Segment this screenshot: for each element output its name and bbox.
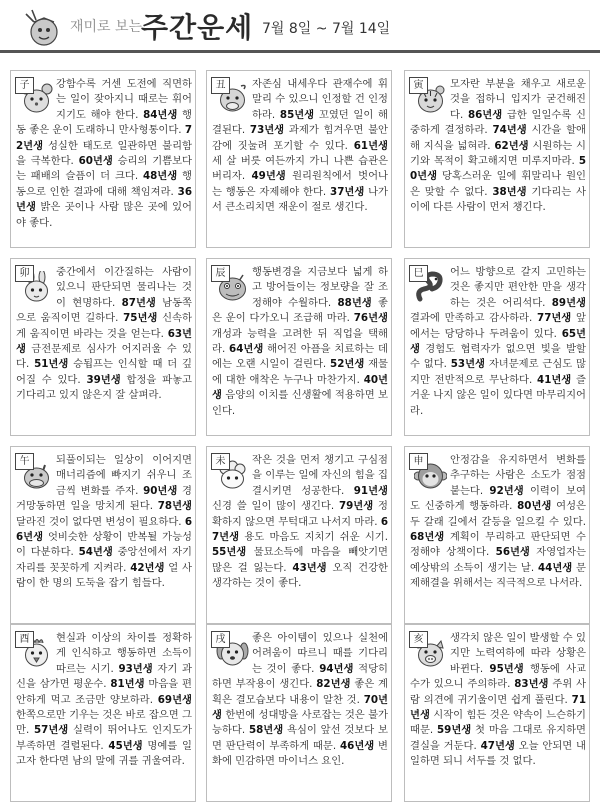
birth-year: 86년생 (467, 108, 503, 121)
birth-year: 93년생 (118, 662, 153, 675)
birth-year: 81년생 (110, 678, 145, 691)
fortune-segment: 오늘 안되면 내일하면 되니 서두를 것 없다. (410, 739, 587, 768)
fortune-segment: 첫 마음 그대로 유지하면 결실을 거둔다. (410, 724, 586, 752)
fortune-segment: 적당히 하면 부작용이 생긴다. (212, 662, 388, 691)
fortune-segment: 성실한 태도로 일관하면 불리함을 극복한다. (16, 139, 192, 168)
fortune-segment: 되풀이되는 일상이 이어지면 매너리즘에 빠지기 쉬우니 조금씩 변화를 주자. (56, 454, 192, 497)
fortune-segment: 작은 것을 먼저 챙기고 구심점을 이루는 일에 자신의 힘을 집결시키면 성공한다. (252, 454, 388, 497)
birth-year: 55년생 (212, 546, 247, 559)
fortune-segment: 과제가 힘겨우면 불안감에 짓눌려 포기할 수 있다. (212, 124, 389, 152)
fortune-segment: 나가서 큰소리치면 재운이 절로 생긴다. (212, 185, 388, 214)
zodiac-badge: 寅 (409, 77, 428, 94)
birth-year: 71년생 (410, 693, 586, 722)
zodiac-badge: 午 (15, 453, 34, 470)
fortune-segment: 변화에 민감하면 마이너스 요인. (212, 739, 388, 768)
fortune-segment: 밝은 곳이나 사람 많은 곳에 있어야 좋다. (16, 201, 192, 229)
zodiac-badge: 辰 (211, 265, 230, 282)
fortune-segment: 달라진 것이 없다면 변성이 필요하다. (16, 515, 185, 528)
fortune-segment: 꼬였던 일이 해결된다. (212, 108, 388, 137)
zodiac-badge: 未 (211, 453, 230, 470)
fortune-segment: 경거망동하면 일을 망치게 된다. (16, 484, 192, 513)
header-label: 재미로 보는 (70, 19, 143, 35)
fortune-segment: 여성은 두 갈래 길에서 갈등을 일으킬 수 있다. (410, 500, 586, 528)
date-range: 7월 8일 ~ 7월 14일 (262, 21, 391, 37)
birth-year: 67년생 (212, 515, 389, 544)
fortune-segment: 행동변경을 지금보다 넓게 하고 방어들이는 정보량을 잘 조정해야 수월하다. (252, 266, 388, 309)
fortune-segment: 급한 일일수록 신중하게 결정하라. (410, 108, 586, 137)
birth-year: 74년생 (492, 124, 527, 137)
birth-year: 79년생 (338, 500, 374, 513)
fortune-segment: 실력이 뛰어나도 인지도가 부족하면 결렬된다. (16, 724, 193, 752)
birth-year: 65년생 (410, 327, 586, 356)
fortune-segment: 해어진 아픔을 치료하는 데에는 오랜 시일이 걸린다. (212, 343, 388, 371)
birth-year: 88년생 (337, 296, 372, 309)
fortune-segment: 물묘소득에 마음을 빼앗기면 많은 걸 잃는다. (212, 546, 388, 574)
birth-year: 80년생 (517, 500, 552, 513)
birth-year: 66년생 (16, 515, 193, 544)
horoscope-card-rabbit (10, 258, 196, 436)
fortune-segment: 좋은 아이템이 있으나 실천에 어려움이 따르니 때를 기다리는 것이 좋다. (252, 632, 388, 675)
fortune-segment: 기다리는 사이에 다른 사람이 먼저 챙긴다. (410, 185, 587, 214)
birth-year: 57년생 (34, 724, 69, 737)
fortune-segment: 좋은 운이 다가오니 조급해 마라. (212, 296, 388, 325)
fortune-segment: 경험도 협력자가 없으면 빛을 발할 수 없다. (410, 343, 586, 371)
birth-year: 78년생 (157, 500, 192, 513)
fortune-segment: 신경 쓸 일이 많이 생긴다. (212, 500, 339, 513)
zodiac-badge: 卯 (15, 265, 34, 282)
birth-year: 77년생 (537, 312, 572, 325)
fortune-text (410, 631, 586, 770)
horoscope-card-dragon (206, 258, 392, 436)
zodiac-badge: 戌 (211, 631, 230, 648)
fortune-segment: 자기 과신을 삼가면 평운수. (16, 662, 192, 691)
birth-year: 45년생 (108, 739, 143, 752)
fortune-text (16, 453, 192, 592)
fortune-segment: 좋은 계획은 결모습보다 내용이 알찬 것. (212, 678, 388, 706)
fortune-segment: 세 살 버릇 여든까지 가니 나쁜 습관은 버리자. (212, 155, 388, 183)
fortune-segment: 당혹스러운 일에 휘말리나 원인은 맞할 수 없다. (410, 170, 586, 198)
fortune-text (410, 265, 586, 419)
fortune-segment: 정확하지 않으면 무턱대고 나서지 마라. (212, 500, 388, 528)
birth-year: 51년생 (34, 358, 69, 371)
birth-year: 42년생 (130, 561, 165, 574)
zodiac-badge: 巳 (409, 265, 428, 282)
fortune-segment: 모자란 부분을 채우고 새로운 것을 접하니 입지가 굳건해진다. (450, 78, 586, 121)
birth-year: 58년생 (248, 724, 284, 737)
fortune-segment: 명예를 일고자 한다면 남의 말에 귀를 귀울여라. (16, 739, 192, 768)
fortune-segment: 한쪽으로만 기우는 것은 바로 잡으면 그만. (16, 709, 192, 737)
birth-year: 59년생 (437, 724, 472, 737)
birth-year: 53년생 (450, 358, 485, 371)
fortune-segment: 음양의 이치를 신생활에 적용하면 보인다. (212, 389, 388, 417)
birth-year: 40년생 (212, 373, 388, 402)
fortune-segment: 엇비슷한 상황이 반복될 가능성이 다분하다. (16, 531, 192, 559)
fortune-segment: 결과에 만족하고 감사하라. (410, 312, 538, 325)
birth-year: 36년생 (16, 185, 192, 214)
fortune-text (16, 631, 192, 770)
birth-year: 60년생 (78, 155, 113, 168)
horoscope-card-sheep (206, 446, 392, 624)
fortune-segment: 안정감을 유지하면서 변화를 추구하는 사람은 소도가 점점 붙는다. (450, 454, 586, 497)
page-title: 주간운세 (141, 11, 254, 44)
horoscope-card-horse (10, 446, 196, 624)
fortune-segment: 시작이 힘든 것은 약속이 느슨하기 때문. (410, 709, 586, 737)
birth-year: 56년생 (495, 546, 530, 559)
birth-year: 85년생 (279, 108, 315, 121)
birth-year: 44년생 (537, 561, 573, 574)
birth-year: 70년생 (212, 693, 388, 722)
fortune-segment: 자영업자는 예상밖의 소득이 생기는 날. (410, 546, 586, 574)
fortune-segment: 현실과 이상의 차이를 정확하게 인식하고 행동하면 소득이 따르는 시기. (56, 632, 192, 675)
birth-year: 63년생 (16, 327, 192, 356)
horoscope-card-ox (206, 70, 392, 248)
birth-year: 87년생 (121, 296, 156, 309)
fortune-text (212, 453, 388, 592)
birth-year: 94년생 (319, 662, 354, 675)
birth-year: 84년생 (143, 108, 178, 121)
fortune-segment: 욕심이 앞선 것보다 보면 판단력이 부족하게 때문. (212, 724, 388, 752)
birth-year: 50년생 (410, 155, 586, 183)
zodiac-badge: 申 (409, 453, 428, 470)
fortune-segment: 생각치 않은 일이 발생할 수 있지만 노력여하에 따라 상황은 바뀐다. (450, 632, 586, 675)
page-header (0, 0, 600, 56)
fortune-text (212, 265, 388, 419)
header-divider (0, 50, 600, 53)
birth-year: 39년생 (86, 373, 121, 386)
fortune-segment: 합정을 파놓고 기다리고 있지 않은지 잘 살펴라. (16, 373, 192, 402)
fortune-segment: 이력이 보여도 신중하게 행동하라. (410, 484, 586, 513)
birth-year: 95년생 (489, 662, 524, 675)
fortune-text (16, 77, 192, 231)
birth-year: 61년생 (353, 139, 388, 152)
fortune-segment: 승리의 기쁨보다는 패배의 슬픔이 더 크다. (16, 155, 192, 183)
birth-year: 69년생 (157, 693, 192, 706)
birth-year: 38년생 (492, 185, 527, 198)
birth-year: 48년생 (142, 170, 178, 183)
fortune-segment: 남동쪽으로 움직이면 길하다. (16, 296, 192, 325)
horoscope-card-pig (404, 624, 590, 802)
fortune-segment: 재물에 대한 애착은 누구나 마찬가지. (212, 358, 388, 386)
birth-year: 64년생 (229, 343, 264, 356)
fortune-text (212, 77, 388, 216)
fortune-segment: 시원하는 시기와 목적이 확고해지면 미루지마라. (410, 139, 586, 168)
zodiac-badge: 丑 (211, 77, 230, 94)
birth-year: 91년생 (353, 484, 388, 497)
fortune-segment: 금전문제로 심사가 어지러울 수 있다. (16, 343, 192, 371)
fortune-segment: 한번에 성대방을 사로잡는 것은 불가능하다. (212, 709, 388, 737)
fortune-segment: 시간을 할애해 지식을 넓혀라. (410, 124, 586, 152)
fortune-segment: 계획이 무리하고 판단되면 수정해야 상책이다. (410, 531, 586, 559)
birth-year: 76년생 (353, 312, 388, 325)
fortune-segment: 행동 좋은 운이 도래하니 만사형통이다. (16, 108, 192, 137)
fortune-segment: 마음을 편안하게 먹고 조금만 양보하라. (16, 678, 192, 706)
birth-year: 62년생 (494, 139, 529, 152)
birth-year: 52년생 (330, 358, 365, 371)
fortune-segment: 행동에 사교수가 있으니 주의하라. (410, 662, 586, 691)
birth-year: 72년생 (16, 124, 193, 152)
fortune-segment: 신속하게 움직이면 바라는 것을 얻는다. (16, 312, 192, 340)
fortune-segment: 개성과 능력을 고려한 뒤 직업을 택해라. (212, 327, 388, 356)
fortune-segment: 용도 마음도 지치기 쉬운 시기. (239, 531, 388, 544)
fortune-segment: 강함수록 거센 도전에 직면하는 일이 잦아지니 때로는 휘어지기도 해야 한다. (56, 78, 192, 121)
birth-year: 46년생 (339, 739, 375, 752)
fortune-text (410, 453, 586, 592)
birth-year: 82년생 (316, 678, 351, 691)
horoscope-card-dog (206, 624, 392, 802)
birth-year: 92년생 (489, 484, 524, 497)
fortune-text (212, 631, 388, 770)
birth-year: 54년생 (78, 546, 113, 559)
fortune-segment: 중간에서 이간질하는 사람이 있으니 판단되면 물리나는 것이 현명하다. (56, 266, 192, 309)
fortune-segment: 자녀문제로 근심도 많지만 전반적으로 무난하다. (410, 358, 586, 386)
horoscope-card-tiger (404, 70, 590, 248)
horoscope-card-rooster (10, 624, 196, 802)
horoscope-card-snake (404, 258, 590, 436)
birth-year: 41년생 (537, 373, 572, 386)
birth-year: 68년생 (410, 531, 445, 544)
horoscope-card-monkey (404, 446, 590, 624)
fortune-segment: 자존심 내세우다 관재수에 휘말리 수 있으니 인정할 건 인정하라. (252, 78, 388, 121)
birth-year: 37년생 (330, 185, 365, 198)
fortune-segment: 주위 사람 의견에 귀기울이면 쉽게 풀린다. (410, 678, 586, 706)
birth-year: 83년생 (514, 678, 549, 691)
fortune-segment: 행동으로 인한 결과에 대해 책임져라. (16, 170, 192, 198)
fortune-segment: 문제해결을 위해서는 직극적으로 나서라. (410, 561, 586, 590)
birth-year: 73년생 (249, 124, 285, 137)
zodiac-badge: 亥 (409, 631, 428, 648)
fortune-segment: 승됩프는 인식할 때 더 깊어질 수 있다. (16, 358, 192, 386)
fortune-segment: 앞에서는 당당하나 두려움이 있다. (410, 312, 586, 340)
birth-year: 47년생 (480, 739, 515, 752)
fortune-pouch-icon (22, 6, 66, 48)
birth-year: 49년생 (251, 170, 286, 183)
fortune-segment: 어느 방향으로 갈지 고민하는 것은 좋지만 편안한 만을 생각하는 것은 어리석다. (450, 266, 586, 309)
birth-year: 89년생 (551, 296, 586, 309)
fortune-text (16, 265, 192, 404)
fortune-segment: 얼 사람이 한 명의 도둑을 잡기 힘들다. (16, 561, 192, 590)
zodiac-badge: 酉 (15, 631, 34, 648)
horoscope-card-rat (10, 70, 196, 248)
birth-year: 90년생 (143, 484, 178, 497)
fortune-segment: 중앙선에서 자기자리를 꼿꼿하게 지켜라. (16, 546, 192, 574)
fortune-segment: 원리원칙에서 벗어나는 행동은 자제해야 한다. (212, 170, 388, 198)
birth-year: 75년생 (123, 312, 158, 325)
fortune-segment: 즐거운 나지 않은 일이 있다면 마무리지어라. (410, 373, 586, 417)
fortune-segment: 오직 건강한 생각하는 것이 좋다. (212, 561, 389, 590)
zodiac-badge: 子 (15, 77, 34, 94)
fortune-text (410, 77, 586, 216)
birth-year: 43년생 (292, 561, 327, 574)
